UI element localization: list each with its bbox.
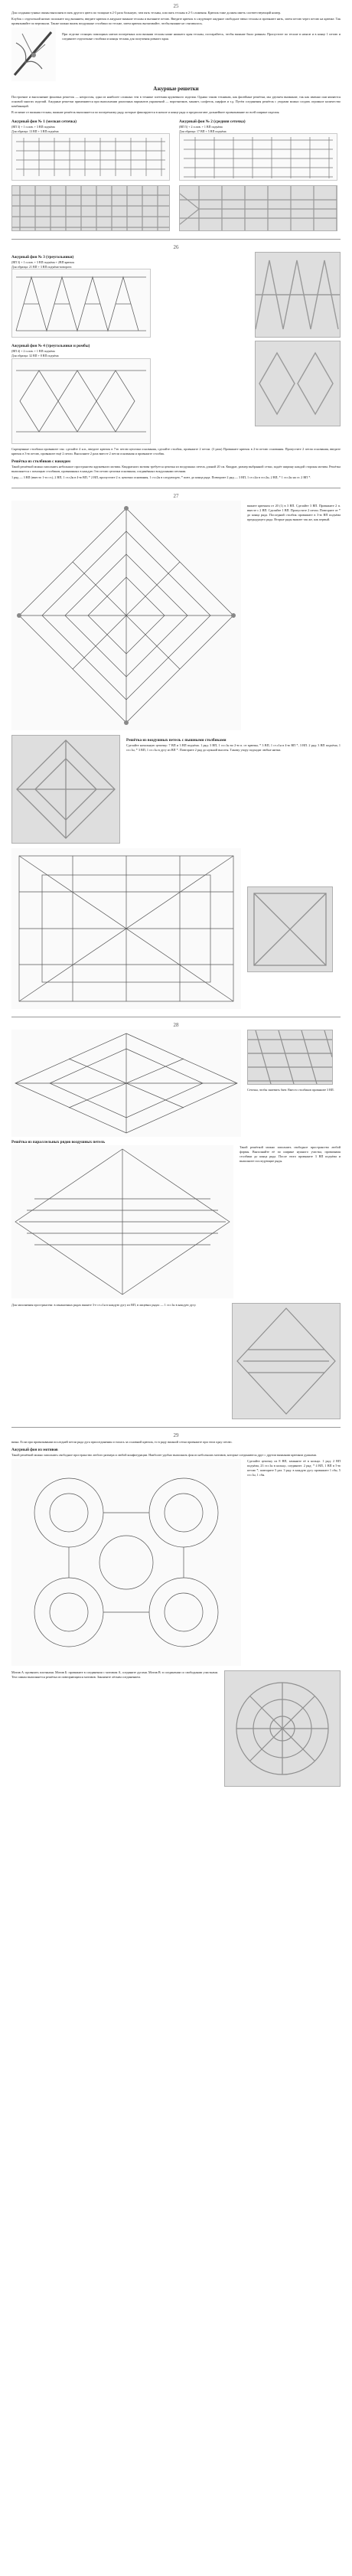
lattice-caption-wrap xyxy=(247,1030,341,1137)
page-separator xyxy=(11,1427,341,1428)
motif-photo-row xyxy=(11,1670,341,1787)
diamond-photo xyxy=(11,735,120,844)
rhomb-chart xyxy=(11,358,151,444)
rhombs-photo xyxy=(255,341,341,426)
figure-rhombs-row xyxy=(11,341,341,443)
figure-spec: (ВП 3) + 1 п.пов. + 3 ВП подъёма xyxy=(11,125,55,129)
bottom-paragraph: Мотив А: провязать плотными. Мотив Б: провяжите в соединении с мотивом А, соедините дугами. Мотив В: в соединении со свободными участками. Тем самым выполняется решётка из повторяющихся мотивов. Закончите лёгким соединением. xyxy=(11,1670,218,1679)
triangles-photo xyxy=(255,252,341,338)
body-paragraph: Клубок с отделочной нитью положите под вязанием, введите крючок в ажурное вязание тесьмы и вытяните петлю. Введите крючок в следующее ажурное свободное звено тесьмы и протяните нить, затем петлю через петлю на крючке. Так провязывайте по вертикали. Также можно вязать воздушные столбики по тесьме, затем крючок вытягивайте, чтобы вязание не стягивалось. xyxy=(11,17,341,25)
motif-grid-row xyxy=(11,1459,341,1666)
subsection-title: Решётка из столбиков с накидом xyxy=(11,459,70,464)
motif-photo xyxy=(224,1670,341,1787)
parallel-rows-photo-row xyxy=(11,1303,341,1419)
triangle-chart xyxy=(11,269,151,338)
diamond-photo-row xyxy=(11,735,341,844)
subsection-title: Решётка из параллельных рядов воздушных петель xyxy=(11,1139,106,1144)
figure-caption: Сеточка, чтобы заменить бант. Вместо столбиков провяжите 3 ВП. xyxy=(247,1087,334,1092)
section-paragraph-1: Построение и выполнение фоновых решеток — непростая, одна из наиболее сложных тем в технике плетения кружевного изделия. Однако таким техникам, как филейные решётки, мы уделяем внимание, так как именно они являются основой многих изделий. Ажурные решетки применяются при выполнении различных вариантов украшений — воротничков, манжет, салфеток, шарфов и т.д. Путём соединения решёток с узорами можно создать огромное количество комбинаций. xyxy=(11,95,341,108)
subsection-title: Ажурный фон из мотивов xyxy=(11,1447,58,1452)
subsection-paragraph: Такой решёткой можно заполнить небольшое пространство кружевного мотива. Квадратного мотива требуется цепочка из воздушных петель длиной 20 см. Квадрат, размер выбранной сетки, задаёт ширину каждой стороны мотива. Решётка выполняется с помощью столбиков, провязанных в каждую 3-ю петлю цепочки основания, соединённых воздушными петлями. xyxy=(11,464,341,473)
tape-illustration xyxy=(11,28,56,81)
square-photo xyxy=(247,886,333,972)
page-number: 25 xyxy=(173,3,179,9)
motif-grid-chart xyxy=(11,1459,241,1666)
rows-paragraph: Сделайте начальную цепочку: 7 ВП и 3 ВП подъёма. 1 ряд: 3 ВП, 1 ст.с1н во 2-ю п. от крючка, * 3 ВП, 1 ст.с1н в 4-ю ВП *, 3 ВП. 2 ряд: 3 ВП подъёма, 1 ст.с1н, * 3 ВП, 1 ст.с1н в дугу из ВП *. Повторите 2 ряд до нужной высоты. Такому узору подходят любые нитки. xyxy=(126,743,341,752)
mesh-threads-text xyxy=(126,735,341,844)
bottom-paragraph: Для заполнения пространства: в изнаночных рядах вяжите 3-е ст.с1н в каждую дугу из ВП, в лицевых рядах — 1 ст.с1н в каждую дугу. xyxy=(11,1302,197,1307)
page-number: 26 xyxy=(173,244,179,251)
figure-spec: Для образца: 13 ВП + 3 ВП подъёма xyxy=(11,129,59,133)
lattice-photo xyxy=(247,1030,333,1085)
mesh-photo xyxy=(11,185,170,231)
mesh-photo xyxy=(179,185,337,231)
section-heading: Ажурные решетки xyxy=(153,86,199,92)
diamond-lattice-chart xyxy=(11,1030,241,1137)
diamond-motif-row xyxy=(11,501,341,730)
figure-title: Ажурный фон № 1 (мелкая сеточка) xyxy=(11,119,77,124)
square-motif-chart xyxy=(11,848,241,1009)
figure-spec: (ВП 4) + 2 п.пов. + 1 ВП подъёма xyxy=(11,349,55,354)
parallel-rows-chart xyxy=(11,1145,233,1298)
diamond-lattice-row xyxy=(11,1030,341,1137)
right-column-text: Такой решёткой можно заполнить свободное пространство любой формы. Выполняйте её по ширине нужного участка, провязывая столбики до конца ряда. После этого провяжите 3 ВП подъёма и выполните последующие ряды. xyxy=(240,1144,341,1163)
page-number: 27 xyxy=(173,492,179,499)
square-motif-row xyxy=(11,848,341,1009)
figure-triangles-row xyxy=(11,252,341,338)
parallel-rows-row xyxy=(11,1145,341,1298)
figure-spec: Для образца: 21 ВП + 3 ВП подъёма-поворота xyxy=(11,264,72,269)
mesh-chart xyxy=(179,133,337,181)
figure-spec: Для образца: 17 ВП + 5 ВП подъёма xyxy=(179,129,227,133)
intro-paragraph: Для создания туника связан выполнен в пять другого цвета по толщине в 2-3 раза большую, чем пять тесьмы, или пять тесьмы в 2-3 сложения. Крючок тоже должен иметь соответствующий номер. xyxy=(11,11,281,15)
mesh-chart xyxy=(11,133,170,181)
figure-title: Ажурный фон № 2 (средняя сеточка) xyxy=(179,119,246,124)
parallel-rows-photo xyxy=(232,1303,341,1419)
description-paragraph: Скрещенные столбики провяжите так: сделайте 4 н.в., введите крючок в 7-ю петлю цепочки основания, сделайте столбик, провяжите 2 петли. (3 раза) Провяжите крючок в 2-ю петлю основания. Пропустите 2 петли основания, введите крючок в 3-ю петлю, провяжите ещё 2 петли. Выполните 2 раза вместе 2 петли основания и провяжите столбик. xyxy=(11,446,341,455)
mesh-figures-row xyxy=(11,116,341,231)
subsection-paragraph: Такой решёткой можно заполнить свободное пространство любого размера и любой конфигурации. Наиболее удобно выполнять фон из небольших мотивов, которые соединяются друг с другом вязаными крючком дужками. xyxy=(11,1452,317,1457)
page-number: 29 xyxy=(173,1432,179,1438)
figure-spec: (ВП 3) + 1 п.пов. + 3 ВП подъёма + 2ВП крючок xyxy=(11,260,75,265)
figure-title: Ажурный фон № 4 (треугольники и ромбы) xyxy=(11,344,90,349)
scanned-document xyxy=(0,3,352,1787)
figure-mesh-1 xyxy=(11,116,173,231)
section-paragraph-2: В отличие от вязания тесьмы, вязание решёток выполняется по поперечному ряду, которые фиксируются в начале и конце ряда и предполагают дальнейшее провязывание по всей ширине изделия. xyxy=(11,110,280,114)
figure-spec: (ВП 5) + 2 п.пов. + 1 ВП подъёма xyxy=(179,125,223,129)
figure-title: Ажурный фон № 3 (треугольники) xyxy=(11,255,74,260)
intro-paragraph: вязка. Если при провязывании последней петли ряда дуга присоединения осталась за основной крючок, то в ряду вязаной сетки провяжите при этом одну петлю. xyxy=(11,1439,233,1444)
figure-spec: Для образца: 32 ВП + 8 ВП подъёма xyxy=(11,353,59,358)
figure-mesh-2 xyxy=(179,116,341,231)
tape-figure-row xyxy=(11,28,341,81)
figure-triangles xyxy=(11,252,249,338)
figure-rhombs xyxy=(11,341,249,443)
triangles-photo-wrap xyxy=(255,252,341,338)
diamond-motif-chart xyxy=(11,501,241,730)
rhombs-photo-wrap xyxy=(255,341,341,443)
subsection-title: Решётка из воздушных петель с пышными столбиками xyxy=(126,737,227,743)
page-separator xyxy=(11,239,341,240)
right-column-text: Сделайте цепочку из 8 ВП, замкните её в кольцо. 1 ряд: 2 ВП подъёма, 23 ст.с1н в кольцо, соедините. 2 ряд: * 4 ВП, 1 ВП в 5-ю петлю *, повторите 5 раз. 3 ряд: в каждую дугу провяжите 1 сбн, 5 ст.с1н, 1 сбн. xyxy=(247,1458,341,1477)
side-note: При отделке стоящих помощных нитью поперечных или вязании тесьмы ниже нижнего края тесьмы, постарайтесь, чтобы вязание было ровным. Пропустите по тесьме в начале и в конце 1 петлю и соедините отделочные столбики и концы тесьмы для получения ровного края. xyxy=(62,32,341,41)
page-number: 28 xyxy=(173,1021,179,1028)
instruction-paragraph: 1 ряд — 3 ВП (вместо 1-го ст.), 2 ВП, 1 ст.с2н в 4-ю ВП, * 2 ВП, пропустите 2 п. цепочки основания, 1 ст.с2н в следующую, * повт. до конца ряда. Повторите 2 ряд — 3 ВП, 1 ст.с2н в ст.с2н, 2 ВП, * 1 ст.с2н на ст. 2 ВП *. xyxy=(11,475,311,479)
right-column-text: вяжите крючком от 20 (1) в 3 ВП. Сделайте 3 ВП. Провяжите 2 п. вместе с 2 ВП. Сделайте 1 ВП. Пропустите 2 петли. Повторите от * до конца ряда. Последний столбик провяжите в 3-ю ВП подъёма предыдущего ряда. Вторые ряды вяжите так же, как первый. xyxy=(247,503,341,521)
